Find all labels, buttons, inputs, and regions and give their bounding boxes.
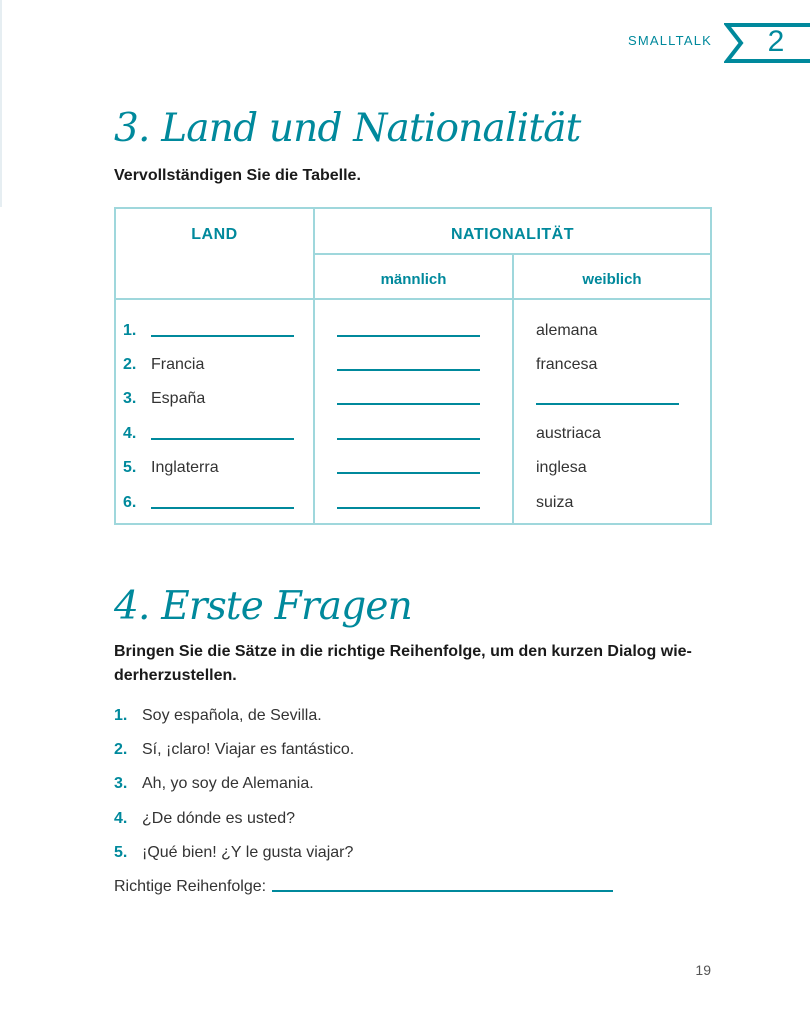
row-number: 6.: [123, 494, 137, 511]
section-4-title: 4. Erste Fragen: [114, 584, 413, 629]
blank-land-4[interactable]: [151, 438, 294, 440]
table-divider-header: [116, 298, 710, 300]
blank-male-5[interactable]: [337, 472, 480, 474]
sentence-text: ¿De dónde es usted?: [142, 810, 295, 827]
chapter-number: 2: [767, 25, 785, 58]
column-header-female: weiblich: [582, 271, 642, 288]
country-name: España: [151, 390, 206, 407]
table-divider-land: [313, 209, 315, 523]
country-nationality-table: [114, 207, 712, 525]
column-header-land: LAND: [191, 226, 238, 243]
answer-label: Richtige Reihenfolge:: [114, 878, 267, 895]
sentence-text: Ah, yo soy de Alemania.: [142, 775, 314, 792]
sentence-text: Soy española, de Sevilla.: [142, 707, 322, 724]
page-spine-edge: [0, 0, 2, 207]
female-nationality: austriaca: [536, 425, 601, 442]
sentence-text: ¡Qué bien! ¿Y le gusta viajar?: [142, 844, 354, 861]
answer-blank[interactable]: [272, 890, 613, 892]
section-3-instruction: Vervollständigen Sie die Tabelle.: [114, 167, 361, 184]
table-divider-gender: [512, 253, 514, 523]
female-nationality: inglesa: [536, 459, 587, 476]
blank-land-6[interactable]: [151, 507, 294, 509]
row-number: 3.: [123, 390, 137, 407]
female-nationality: alemana: [536, 322, 598, 339]
chapter-label: SMALLTALK: [627, 33, 712, 48]
page-number: 19: [695, 962, 711, 978]
table-divider-subheader: [315, 253, 710, 255]
sentence-number: 2.: [114, 741, 128, 758]
female-nationality: francesa: [536, 356, 598, 373]
sentence-number: 4.: [114, 810, 128, 827]
row-number: 2.: [123, 356, 137, 373]
row-number: 1.: [123, 322, 137, 339]
row-number: 4.: [123, 425, 137, 442]
section-4-instruction-line-1: Bringen Sie die Sätze in die richtige Reihenfolge, um den kurzen Dialog wie-: [114, 643, 692, 660]
blank-female-3[interactable]: [536, 403, 679, 405]
blank-male-1[interactable]: [337, 335, 480, 337]
sentence-number: 5.: [114, 844, 128, 861]
blank-male-3[interactable]: [337, 403, 480, 405]
sentence-number: 3.: [114, 775, 128, 792]
sentence-number: 1.: [114, 707, 128, 724]
sentence-text: Sí, ¡claro! Viajar es fantástico.: [142, 741, 355, 758]
column-header-nationality: NATIONALITÄT: [450, 226, 574, 243]
row-number: 5.: [123, 459, 137, 476]
section-4-instruction-line-2: derherzustellen.: [114, 667, 237, 684]
country-name: Francia: [151, 356, 205, 373]
country-name: Inglaterra: [151, 459, 219, 476]
blank-male-2[interactable]: [337, 369, 480, 371]
blank-male-4[interactable]: [337, 438, 480, 440]
blank-male-6[interactable]: [337, 507, 480, 509]
female-nationality: suiza: [536, 494, 574, 511]
section-3-title: 3. Land und Nationalität: [114, 106, 581, 151]
column-header-male: männlich: [380, 271, 447, 288]
blank-land-1[interactable]: [151, 335, 294, 337]
